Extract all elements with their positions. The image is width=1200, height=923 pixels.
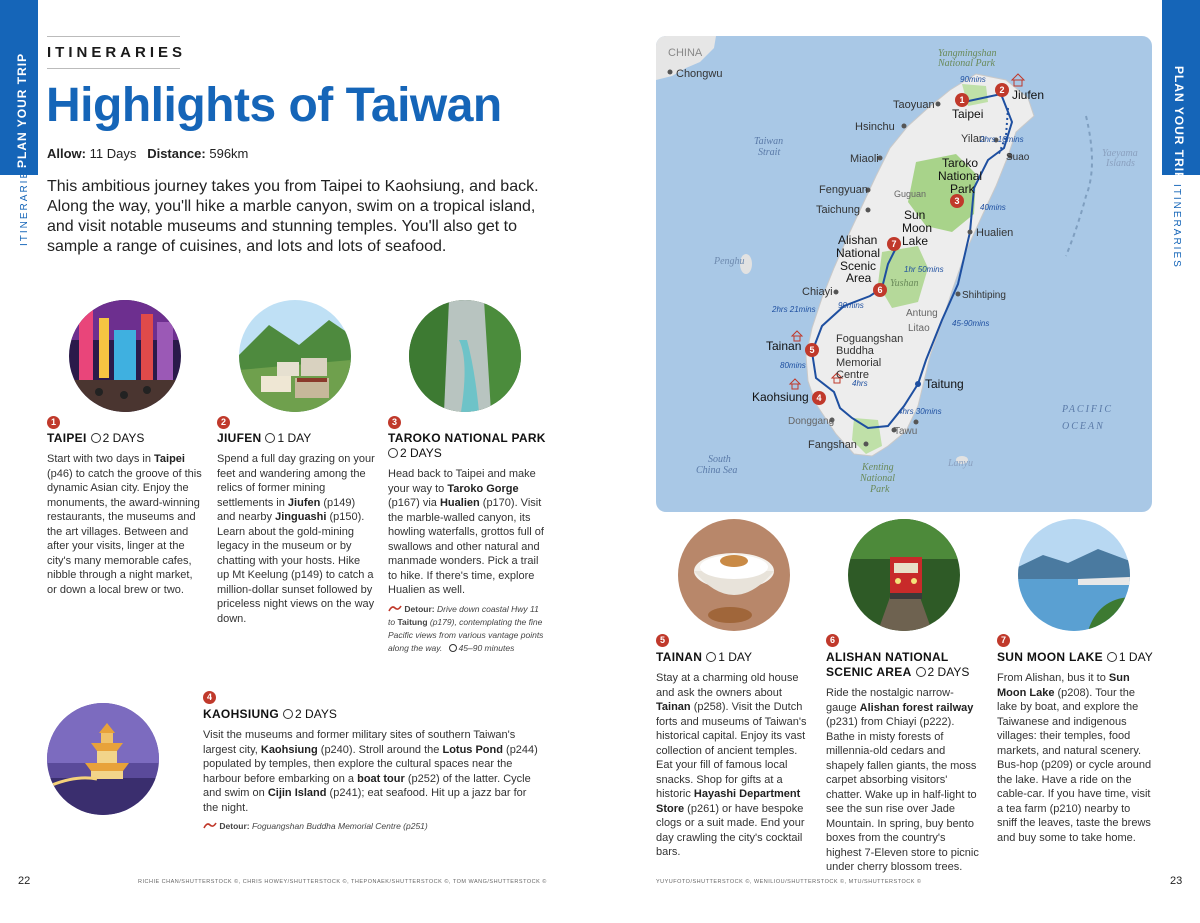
map-marker-3-label: 3 [954,196,960,206]
stop-number-marker: 6 [826,634,839,647]
clock-icon [388,448,398,458]
itineraries-side-label: ITINERARIES [19,161,30,246]
stop-heading-sun-moon-lake [997,650,1153,665]
allow-value: 11 Days [89,146,137,161]
bold-text: Alishan forest railway [859,701,974,714]
kaohsiung-pagoda-photo [47,703,159,815]
label-hsinchu: Hsinchu [855,121,895,133]
clock-icon [91,433,101,443]
section-label: ITINERARIES [47,44,187,61]
taroko-gorge-photo [409,300,521,412]
jiufen-photo [239,300,351,412]
clock-icon [283,709,293,719]
stop-name: KAOHSIUNG [203,707,280,721]
clock-icon [265,433,275,443]
stop-body-jiufen [217,452,375,626]
time-45-90mins: 45-90mins [952,319,990,328]
map-marker-6-label: 6 [877,285,883,295]
stop-number-marker: 1 [47,416,60,429]
label-alishan-national: National [836,246,881,260]
map-marker-2-label: 2 [999,85,1005,95]
stop-name: ALISHAN NATIONAL SCENIC AREA [826,650,949,679]
distance-label: Distance: [147,146,206,161]
label-donggang: Donggang [788,416,835,427]
stop-heading-jiufen [217,431,311,446]
text-run: (p170). Visit the marble-walled canyon, its howling waterfalls, grottos full of swallows and other natural and manmade wonders. Pick a trail to hike. If there's time, explore Hualien as well. [388,497,544,596]
time-4hrs: 4hrs [852,379,868,388]
stop-duration: 2 DAYS [295,707,337,721]
label-taitung: Taitung [925,377,964,391]
time-1hr-50mins: 1hr 50mins [904,265,944,274]
alishan-railway-photo [848,519,960,631]
bold-text: Tainan [656,701,691,713]
label-jiufen: Jiufen [1012,88,1045,102]
text-run: Drive down coastal Hwy 11 to [388,604,539,627]
label-taiwan-strait-2: Strait [758,147,781,158]
time-90mins: 90mins [960,75,986,84]
plan-your-trip-tab-label: PLAN YOUR TRIP [15,52,29,168]
allow-label: Allow: [47,146,86,161]
label-alishan-scenic: Scenic [840,259,877,273]
label-ocean: OCEAN [1062,421,1105,432]
stop-number-marker: 3 [388,416,401,429]
label-taroko-park: Park [950,182,975,196]
page-number-left: 22 [18,875,31,887]
label-taroko-national: National [938,169,983,183]
label-yangmingshan: Yangmingshan [938,48,997,59]
detour-text [219,821,427,831]
label-kaohsiung: Kaohsiung [752,390,809,404]
text-run: Start with two days in [47,453,154,465]
plan-your-trip-tab-label-right: PLAN YOUR TRIP [1172,66,1186,182]
label-fangshan: Fangshan [808,439,857,451]
bold-text: Jinguashi [275,511,327,523]
bold-text: Taitung [397,617,428,627]
stop-duration: 1 DAY [277,431,312,445]
label-kenting-park: Park [870,484,890,495]
photo-credits-left: RICHIE CHAN/SHUTTERSTOCK ©, CHRIS HOWEY/SHUTTERSTOCK ©, THEPONAEK/SHUTTERSTOCK ©, TOM WANG/SHUTTERSTOCK © [138,879,547,885]
bold-text: Lotus Pond [442,743,503,756]
stop-number-marker: 4 [203,691,216,704]
label-guguan: Guguan [894,189,927,199]
bold-text: Cijin Island [267,787,327,799]
stop-name: TAIPEI [47,431,87,445]
stop-heading-kaohsiung [203,707,337,722]
map-marker-1-label: 1 [959,95,965,105]
bold-text: Detour: [219,821,252,831]
label-taichung: Taichung [816,204,861,216]
label-kenting-national: National [860,473,896,484]
label-moon: Moon [902,221,933,235]
text-run: (p231) from Chiayi (p222). Bathe in misty forests of millennia-old cedars and shapely fallen giants, the moss carpet absorbing visitors' chatter. Wake up in half-light to see the sun rise over Jade Mountain. In spring, buy bento boxes from the country's highest 7-Eleven store to picnic under cherry blossom trees. [826,716,979,873]
label-fengyuan: Fengyuan [819,184,868,196]
text-run: (p240). Stroll around the [317,743,443,756]
stop-body-taroko [388,467,546,598]
label-yushan: Yushan [890,278,919,289]
text-run: (p167) via [388,497,440,509]
bold-text: Detour: [404,604,437,614]
text-run: Visit the museums and former military sites of southern Taiwan's largest city, [203,729,516,756]
bold-text: Kaohsiung [260,743,318,756]
stop-body-alishan [826,686,982,875]
stop-duration: 2 DAYS [102,431,145,445]
time-2hrs-21mins: 2hrs 21mins [772,305,816,314]
text-run: (p258). Visit the Dutch forts and museums of Taiwan's historical capital. Enjoy its vast collection of ancient temples. Eat your fill of famous local snacks. Shop for gifts at a historic [656,701,807,800]
label-south-china-sea: South [708,454,731,465]
bold-text: Hualien [439,497,480,509]
detour-road-icon [203,822,217,829]
clock-icon [1107,652,1117,662]
time-40mins: 40mins [980,203,1006,212]
bold-text: boat tour [357,772,405,785]
ocean-trench-line [1066,116,1092,256]
bold-text: Taipei [154,453,185,465]
label-sun: Sun [904,208,926,222]
text-run: Ride the nostalgic narrow-gauge [826,687,954,714]
text-run: (p208). Tour the lake by boat, and explore the Taiwanese and indigenous villages: their temples, food markets, and natural scenery. Bus-hop (p209) or cycle around the lake. Have a ride on the cable-car. If you have time, visit a tea farm (p210) nearby to sniff the leaves, taste the brews and buy some to take home. [997,686,1152,844]
label-tawu: Tawu [894,426,918,437]
stop-body-taipei [47,452,205,597]
label-alishan-area: Area [846,271,872,285]
itinerary-map [656,36,1152,512]
text-run: (p150). Learn about the gold-mining legacy in the museum or by chatting with your hosts. Hike up Mt Keelung (p149) to catch a million-dollar sunset followed by priceless night views on the way down. [217,511,375,625]
distance-value: 596km [209,146,249,161]
bold-text: Jiufen [287,496,321,509]
label-hualien: Hualien [976,227,1014,239]
label-china: CHINA [668,47,703,59]
trip-summary [47,146,248,161]
text-run: (p241); eat seafood. Hit up a jazz bar for the night. [203,787,527,814]
stop-number-marker: 7 [997,634,1010,647]
label-foguangshan: Foguangshan [836,333,904,345]
text-run: Head back to Taipei and make your way to [388,468,536,495]
top-rule [47,36,180,37]
text-run: From Alishan, bus it to [997,672,1109,684]
label-centre: Centre [836,369,870,381]
page-number-right: 23 [1170,875,1183,887]
label-taipei: Taipei [952,107,984,121]
label-suao: Suao [1006,152,1030,163]
label-yaeyama-islands: Islands [1106,158,1135,169]
text-run: (p46) to catch the groove of this dynamic Asian city. Enjoy the monuments, the award-winning restaurants, the museums and the art villages. Between and after your visits, linger at the city's many memorable cafes, nibble through a night market, or down a local brew or two. [47,467,202,596]
stop-heading-alishan [826,650,986,680]
map-marker-7-label: 7 [891,239,897,249]
label-miaoli: Miaoli [850,153,879,165]
time-2hrs-10mins: 2hrs 10mins [980,135,1024,144]
label-shihtiping: Shihtiping [962,290,1006,301]
stop-number-marker: 2 [217,416,230,429]
label-antung: Antung [906,308,938,319]
clock-icon [706,652,716,662]
label-alishan: Alishan [838,233,878,247]
text-run: Spend a full day grazing on your feet and wandering among the relics of former mining settlements in [217,453,375,509]
label-taoyuan: Taoyuan [893,99,935,111]
stop-number-marker: 5 [656,634,669,647]
map-marker-5-label: 5 [809,345,815,355]
bold-text: Sun Moon Lake [997,672,1130,699]
label-taiwan-strait: Taiwan [754,136,784,147]
label-lanyu: Lanyu [948,458,973,469]
label-tainan: Tainan [766,339,802,353]
text-run: Foguangshan Buddha Memorial Centre (p251) [251,821,428,831]
stop-heading-taroko [388,431,548,461]
detour-time: 45–90 minutes [458,643,515,653]
label-yilan: Yilan [961,133,986,145]
page-title: Highlights of Taiwan [46,79,502,132]
stop-name: SUN MOON LAKE [997,650,1103,664]
clock-icon [449,644,457,652]
bold-text: Taroko Gorge [447,482,519,495]
detour-note-taroko [388,603,548,655]
detour-road-icon [388,605,402,612]
label-penghu: Penghu [714,256,745,267]
label-buddha: Buddha [836,345,874,357]
label-lake: Lake [902,234,929,248]
label-litao: Litao [908,323,930,334]
text-run: Stay at a charming old house and ask the owners about [656,672,799,699]
photo-credits-right: YUYUFOTO/SHUTTERSTOCK ©, WENILIOU/SHUTTERSTOCK ©, MTU/SHUTTERSTOCK © [656,879,922,885]
time-90mins-b: 90mins [838,301,864,310]
sun-moon-lake-photo [1018,519,1130,631]
itineraries-side-label-right: ITINERARIES [1171,184,1182,269]
label-yangmingshan-park: National Park [938,58,995,69]
label-pacific: PACIFIC [1062,404,1114,415]
label-taroko: Taroko [942,156,979,170]
text-run: (p149) and nearby [217,496,356,523]
stop-name: TAINAN [656,650,703,664]
text-run: (p261) or have bespoke clogs or a suit made. End your day crawling the city's cocktail bars. [656,802,805,858]
stop-heading-tainan [656,650,752,665]
text-run: (p252) of the latter. Cycle and swim on [203,772,531,799]
text-run: (p244) populated by temples, then explore the cultural spaces near the harbour before embarking on a [203,743,538,785]
taipei-night-market-photo [69,300,181,412]
label-south-china-sea-2: China Sea [696,465,738,476]
time-80mins: 80mins [780,361,806,370]
bold-text: Hayashi Department Store [656,788,801,815]
stop-body-sun-moon-lake [997,671,1153,845]
stop-name: JIUFEN [217,431,262,445]
time-4hrs-30mins: 4hrs 30mins [898,407,942,416]
stop-duration: 2 DAYS [400,446,442,460]
label-yaeyama: Yaeyama [1102,148,1138,159]
section-rule [47,68,180,69]
label-kenting: Kenting [862,462,894,473]
detour-note-kaohsiung [203,820,543,833]
stop-body-tainan [656,671,812,860]
stop-duration: 1 DAY [1118,650,1153,664]
stop-body-kaohsiung [203,728,543,815]
stop-duration: 1 DAY [718,650,753,664]
map-marker-4-label: 4 [816,393,822,403]
intro-paragraph: This ambitious journey takes you from Taipei to Kaohsiung, and back. Along the way, you'll hike a marble canyon, swim on a tropical island, and visit notable museums and stunning temples. You'll also get to sample a range of cuisines, and lots and lots of seafood. [47,178,539,255]
stop-name: TAROKO NATIONAL PARK [388,431,546,445]
text-run: (p179), contemplating the fine Pacific views from various vantage points along the way. [388,617,544,653]
label-chongwu: Chongwu [676,68,723,80]
label-chiayi: Chiayi [802,286,833,298]
clock-icon [916,667,926,677]
tainan-rice-bowl-photo [678,519,790,631]
stop-heading-taipei [47,431,144,446]
label-memorial: Memorial [836,357,882,369]
stop-duration: 2 DAYS [927,665,970,679]
